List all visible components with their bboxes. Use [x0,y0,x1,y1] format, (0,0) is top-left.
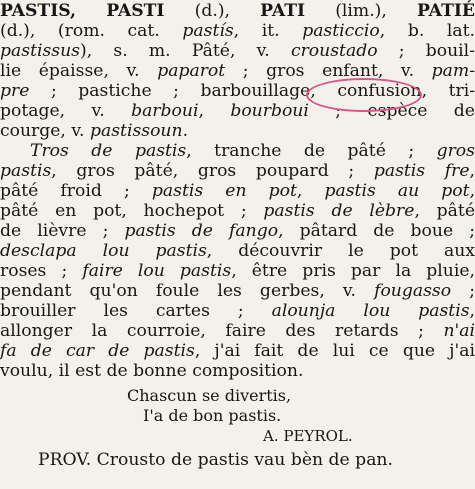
cross-reference: bourboui [230,101,309,121]
headword-pati: PATI [260,1,306,21]
entry-line-10 [0,182,475,201]
phrase-example: pastis fre [373,161,470,181]
headword-pasti: PASTI [106,1,165,21]
circled-word: confusion [337,81,422,101]
phrase-translation: , gros pâté, gros poupard ; [51,161,374,181]
definition-text: . [182,121,189,141]
phrase-example: faire lou pastis [82,261,232,281]
phrase-translation: , tranche de pâté ; [186,141,437,161]
definition-text: potage, v. [0,101,132,121]
etymology-text: , b. lat. [379,21,475,41]
phrase-translation: , pâté [414,201,475,221]
phrase-translation: , [469,181,475,201]
proverb-text: Crousto de pastis vau bèn de pan. [91,450,393,470]
definition-text: , tri- [421,81,475,101]
quote-author: A. PEYROL. [263,427,353,445]
phrase-translation: , [469,161,475,181]
etymology-text: , it. [233,21,303,41]
quote-verse-2: I'a de bon pastis. [143,406,282,425]
phrase-translation: , j'ai fait de lui ce que j'ai [194,341,475,361]
entry-line-11 [0,202,475,221]
phrase-example: desclapa lou pastis [0,241,207,261]
phrase-translation: pâté froid ; [0,181,152,201]
entry-line-17 [0,322,475,341]
entry-line-14 [0,262,475,281]
phrase-example: n'ai [443,321,475,341]
phrase-translation: , découvrir le pot aux [206,241,475,261]
definition-text: , [198,101,231,121]
etymology-word: pasticcio [302,21,380,41]
cross-reference: fougasso [374,281,452,301]
phrase-translation: , pâtard de boue ; [278,221,475,241]
proverb-label: PROV. [38,450,92,470]
phrase-translation: ; [451,281,475,301]
cross-reference: pastissoun [89,121,183,141]
phrase-translation: allonger la courroie, faire des retards ; [0,321,444,341]
entry-line-7 [0,122,475,141]
entry-line-9 [0,162,475,181]
phrase-translation: pâté en pot, hochepot ; [0,201,264,221]
entry-line-15 [0,282,475,301]
phrase-example: gros [436,141,475,161]
phrase-translation: roses ; [0,261,83,281]
phrase-translation: , [469,301,475,321]
cross-reference: paparot [157,61,226,81]
phrase-example: pastis de lèbre [263,201,415,221]
quote-verse-1: Chascun se divertis, [127,386,292,405]
definition-text: ), s. m. Pâté, v. [80,41,291,61]
entry-line-1 [0,2,475,21]
headword-patie: PATIÉ [417,1,475,21]
entry-line-12 [0,222,475,241]
dialect-label: (d.), [164,1,261,21]
phrase-translation: de lièvre ; [0,221,125,241]
phrase-translation: pendant qu'on foule les gerbes, v. [0,281,375,301]
entry-line-3 [0,42,475,61]
phrase-example: pastis en pot [151,181,297,201]
phrase-translation: , [296,181,325,201]
phrase-translation: brouiller les cartes ; [0,301,272,321]
proverb-line [38,451,475,470]
etymology-text: (d.), (rom. cat. [0,21,183,41]
definition-text: ; espèce de [308,101,475,121]
phrase-example: Tros de pastis [30,141,187,161]
phrase-example: fa de car de pastis [0,341,195,361]
entry-line-19 [0,362,475,381]
entry-line-4 [0,62,475,81]
phrase-translation: , être pris par la pluie, [231,261,475,281]
phrase-example: pastis [0,161,52,181]
definition-text: ; bouil- [377,41,475,61]
entry-line-5 [0,82,475,101]
definition-text: courge, v. [0,121,90,141]
headword-pastis: PASTIS, [0,1,77,21]
definition-text: ; gros enfant, v. [225,61,432,81]
etymology-word: pastissus [0,41,81,61]
phrase-example: alounja lou pastis [271,301,470,321]
phrase-example: pastis au pot [324,181,470,201]
cross-reference: pam- [431,61,475,81]
entry-line-18 [0,342,475,361]
phrase-example: pastis de fango [124,221,279,241]
phrase-translation: voulu, il est de bonne composition. [0,361,304,381]
entry-line-2 [0,22,475,41]
entry-line-13 [0,242,475,261]
definition-text: lie épaisse, v. [0,61,158,81]
entry-line-8 [0,142,475,161]
entry-line-16 [0,302,475,321]
entry-line-6 [0,102,475,121]
etymology-word: pastís [182,21,234,41]
definition-text: ; pastiche ; barbouillage, [29,81,338,101]
cross-reference: croustado [290,41,378,61]
cross-reference: pre [0,81,30,101]
dialect-label: (lim.), [305,1,417,21]
cross-reference: barboui [131,101,199,121]
